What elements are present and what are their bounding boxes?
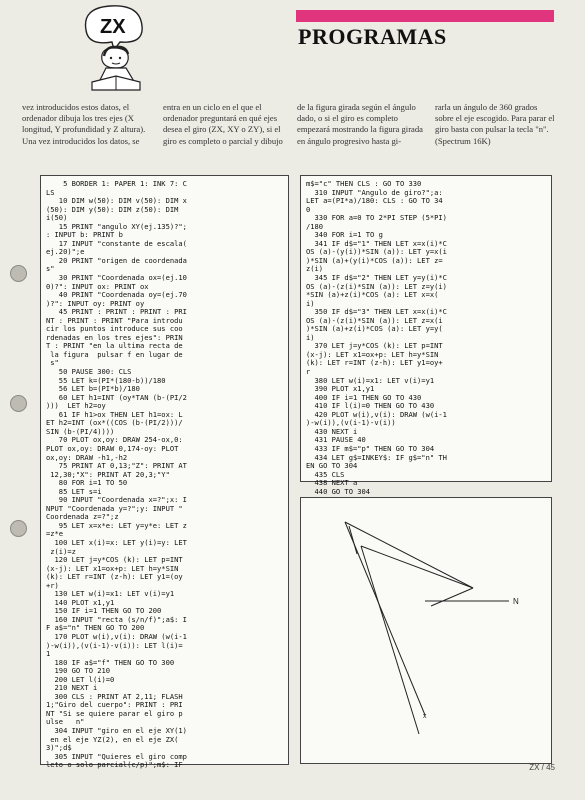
axis-label-x: x xyxy=(423,713,427,720)
axes-diagram xyxy=(301,498,551,763)
section-accent-bar xyxy=(296,10,554,22)
basic-listing-right: m$="c" THEN CLS : GO TO 330 310 INPUT "Angulo de giro?";a: LET a=(PI*a)/180: CLS : GO TO 34 0 330 FOR a=0 TO 2*PI STEP (5*PI) /180 340 FOR i=1 TO g 341 IF d$="1" THEN LET x=x(i)*C OS (a)-(y(i))*SIN (a)): LET y=x(i )*SIN (a)+(y(i)*COS (a)): LET z= z(i) 345 IF d$="2" THEN LET y=y(i)*C OS (a)-(z(i)*SIN (a)): LET z=y(i) *SIN (a)+z(i)*COS (a): LET x=x( i) 350 IF d$="3" THEN LET x=x(i)*C OS (a)-(z(i)*SIN (a)): LET z=x(i )*SIN (a)+z(i)*COS (a): LET y=y( i) 370 LET j=y*COS (k): LET p=INT (x-j): LET x1=ox+p: LET h=y*SIN (k): LET r=INT (z-h): LET y1=oy+ r 380 LET w(i)=x1: LET v(i)=y1 390 PLOT x1,y1 400 IF i=1 THEN GO TO 430 410 IF l(i)=0 THEN GO TO 430 420 PLOT w(i),v(i): DRAW (w(i-1 )-w(i)),(v(i-1)-v(i)) 430 NEXT i 431 PAUSE 40 433 IF m$="p" THEN GO TO 304 434 LET g$=INKEY$: IF g$="n" TH EN GO TO 304 435 CLS 438 NEXT a 440 GO TO 304 xyxy=(306,179,447,496)
listing-panel-right xyxy=(300,175,552,496)
page-number: ZX / 45 xyxy=(529,763,555,772)
binder-hole xyxy=(10,395,27,412)
figure-edge-2 xyxy=(361,546,473,588)
z-axis-line xyxy=(345,522,425,715)
intro-column-1: vez introducidos estos datos, el ordenador dibuja los tres ejes (X longitud, Y profundidad y Z altura). Una vez introducidos los datos, se xyxy=(22,102,146,146)
intro-column-4: rarla un ángulo de 360 grados sobre el eje escogido. Para parar el giro basta con pulsar la tecla "n". (Spectrum 16K) xyxy=(435,102,555,146)
intro-column-2: entra en un ciclo en el que el ordenador preguntará en qué ejes desea el giro (ZX, XY o ZY), si el giro es completo o parcial y dibujo xyxy=(163,102,283,146)
zx-mascot-logo xyxy=(80,2,150,94)
intro-column-3: de la figura girada según el ángulo dado, o si el giro es completo empezará mostrando la figura girada en ángulo progresivo hasta gi- xyxy=(297,102,423,146)
diagram-panel xyxy=(300,497,552,764)
basic-listing-left: 5 BORDER 1: PAPER 1: INK 7: C LS 10 DIM w(50): DIM v(50): DIM x (50): DIM y(50): DIM z(50): DIM i(50) 15 PRINT "angulo XY(ej.135)?"; : INPUT b: PRINT b 17 INPUT "constante de escala( ej.20)";e 20 PRINT "origen de coordenada s" 30 PRINT "Coordenada ox=(ej.10 0)?": INPUT ox: PRINT ox 40 PRINT "Coordenada oy=(ej.70 )?": INPUT oy: PRINT oy 45 PRINT : PRINT : PRINT : PRI NT : PRINT : PRINT "Para introdu cir los puntos introduce sus coo rdenadas en los tres ejes": PRIN T : PRINT "en la ultima recta de la figura pulsar f en lugar de s" 50 PAUSE 300: CLS 55 LET k=(PI*(180-b))/180 56 LET b=(PI*b)/180 60 LET h1=INT (oy*TAN (b-(PI/2 ))) LET h2=oy 61 IF h1>ox THEN LET h1=ox: L ET h2=INT (ox*((COS (b-(PI/2)))/ SIN (b-(PI/4)))) 70 PLOT ox,oy: DRAW 254-ox,0: PLOT ox,oy: DRAW 0,174-oy: PLOT ox,oy: DRAW -h1,-h2 75 PRINT AT 0,13;"Z": PRINT AT 12,30;"X": PRINT AT 20,3;"Y" 80 FOR i=1 TO 50 85 LET s=i 90 INPUT "Coordenada x=?";x: I NPUT "Coordenada y=?";y: INPUT " Coordenada z=?";z 95 LET x=x*e: LET y=y*e: LET z =z*e 100 LET x(i)=x: LET y(i)=y: LET z(i)=z 120 LET j=y*COS (k): LET p=INT (x-j): LET x1=ox+p: LET h=y*SIN (k): LET r=INT (z-h): LET y1=(oy +r) 130 LET w(i)=x1: LET v(i)=y1 140 PLOT x1,y1 150 IF i=1 THEN GO TO 200 160 INPUT "recta (s/n/f)";a$: I F a$="n" THEN GO TO 200 170 PLOT w(i),v(i): DRAW (w(i-1 )-w(i)),(v(i-1)-v(i)): LET l(i)= 1 180 IF a$="f" THEN GO TO 300 190 GO TO 210 200 LET l(i)=0 210 NEXT i 300 CLS : PRINT AT 2,11; FLASH 1;"Giro del cuerpo": PRINT : PRI NT "Si se quiere parar el giro p ulse n" 304 INPUT "giro en el eje XY(1) en el eje YZ(2), en el eje ZX( 3)";d$ 305 INPUT "Quieres el giro comp leto o solo parcial(c/p)";m$: IF xyxy=(46,179,187,770)
y-axis-line xyxy=(361,546,419,734)
logo-text: ZX xyxy=(100,16,126,38)
binder-hole xyxy=(10,265,27,282)
listing-panel-left xyxy=(40,175,289,770)
section-title: PROGRAMAS xyxy=(298,24,447,49)
figure-edge-4 xyxy=(431,588,473,606)
binder-hole xyxy=(10,520,27,537)
figure-edge-3 xyxy=(349,526,357,554)
axis-label-n: N xyxy=(513,597,519,606)
